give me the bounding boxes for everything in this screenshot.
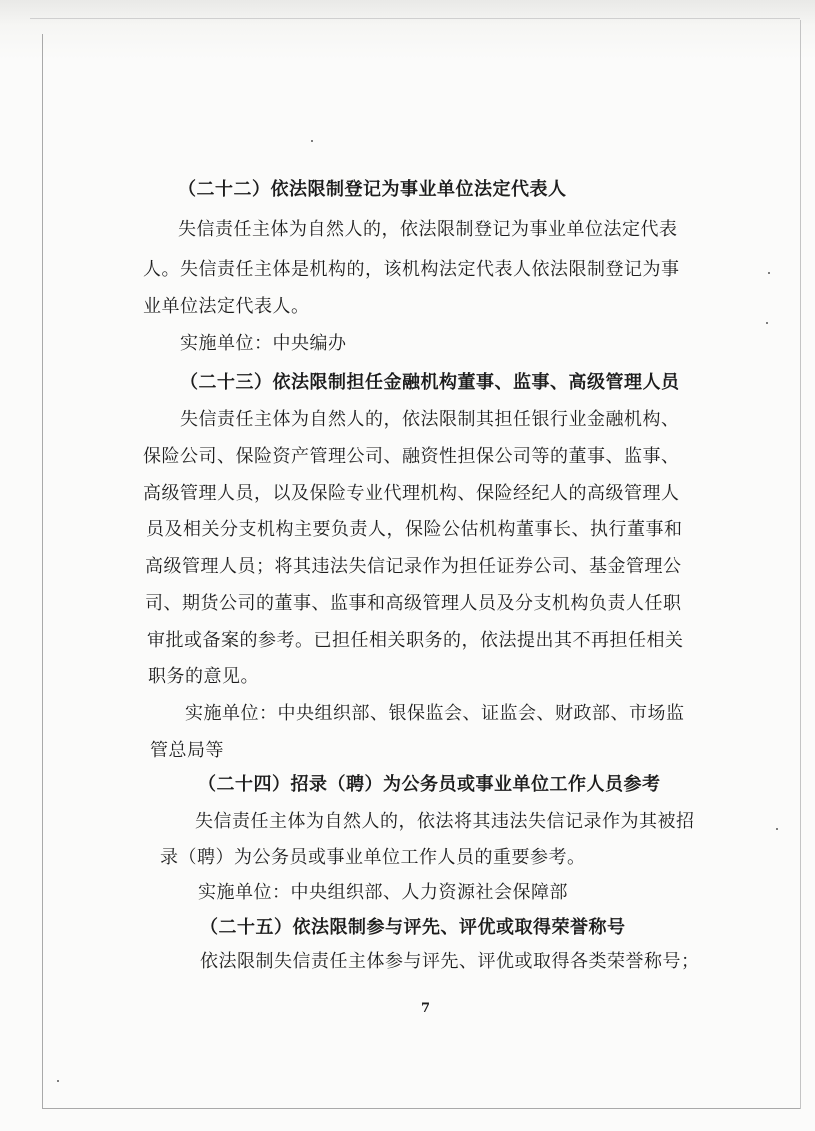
section-heading: （二十五）依法限制参与评先、评优或取得荣誉称号: [200, 917, 626, 938]
body-line: 业单位法定代表人。: [143, 296, 310, 317]
page-number: 7: [421, 1001, 431, 1016]
body-line: 保险公司、保险资产管理公司、融资性担保公司等的董事、监事、: [143, 446, 680, 467]
body-line: 审批或备案的参考。已担任相关职务的，依法提出其不再担任相关: [147, 630, 684, 651]
scan-speck: [766, 322, 768, 324]
scan-edge-top: [30, 18, 800, 19]
body-line: 高级管理人员；将其违法失信记录作为担任证券公司、基金管理公: [145, 556, 682, 577]
body-line: 录（聘）为公务员或事业单位工作人员的重要参考。: [160, 847, 586, 868]
implementer-line: 管总局等: [150, 740, 224, 761]
body-line: 职务的意见。: [148, 666, 259, 687]
scan-speck: [311, 140, 313, 142]
section-heading: （二十二）依法限制登记为事业单位法定代表人: [178, 179, 567, 200]
body-line: 失信责任主体为自然人的，依法限制其担任银行业金融机构、: [180, 409, 680, 430]
body-line: 失信责任主体为自然人的，依法限制登记为事业单位法定代表: [178, 219, 678, 240]
body-line: 人。失信责任主体是机构的，该机构法定代表人依法限制登记为事: [143, 259, 680, 280]
implementer-line: 实施单位：中央编办: [180, 333, 347, 354]
scan-edge-bottom: [42, 1108, 800, 1109]
scan-edge-left: [42, 34, 43, 1109]
body-line: 失信责任主体为自然人的，依法将其违法失信记录作为其被招: [195, 811, 695, 832]
section-heading: （二十三）依法限制担任金融机构董事、监事、高级管理人员: [180, 372, 680, 393]
implementer-line: 实施单位：中央组织部、银保监会、证监会、财政部、市场监: [185, 703, 685, 724]
body-line: 高级管理人员，以及保险专业代理机构、保险经纪人的高级管理人: [143, 483, 680, 504]
implementer-line: 实施单位：中央组织部、人力资源社会保障部: [198, 882, 568, 903]
scan-speck: [768, 272, 770, 274]
scan-speck: [57, 1080, 59, 1082]
body-line: 司、期货公司的董事、监事和高级管理人员及分支机构负责人任职: [145, 593, 682, 614]
scan-speck: [776, 828, 778, 830]
scan-edge-right: [800, 20, 801, 1109]
body-line: 员及相关分支机构主要负责人，保险公估机构董事长、执行董事和: [146, 519, 683, 540]
body-line: 依法限制失信责任主体参与评先、评优或取得各类荣誉称号；: [200, 951, 700, 972]
section-heading: （二十四）招录（聘）为公务员或事业单位工作人员参考: [198, 774, 661, 795]
